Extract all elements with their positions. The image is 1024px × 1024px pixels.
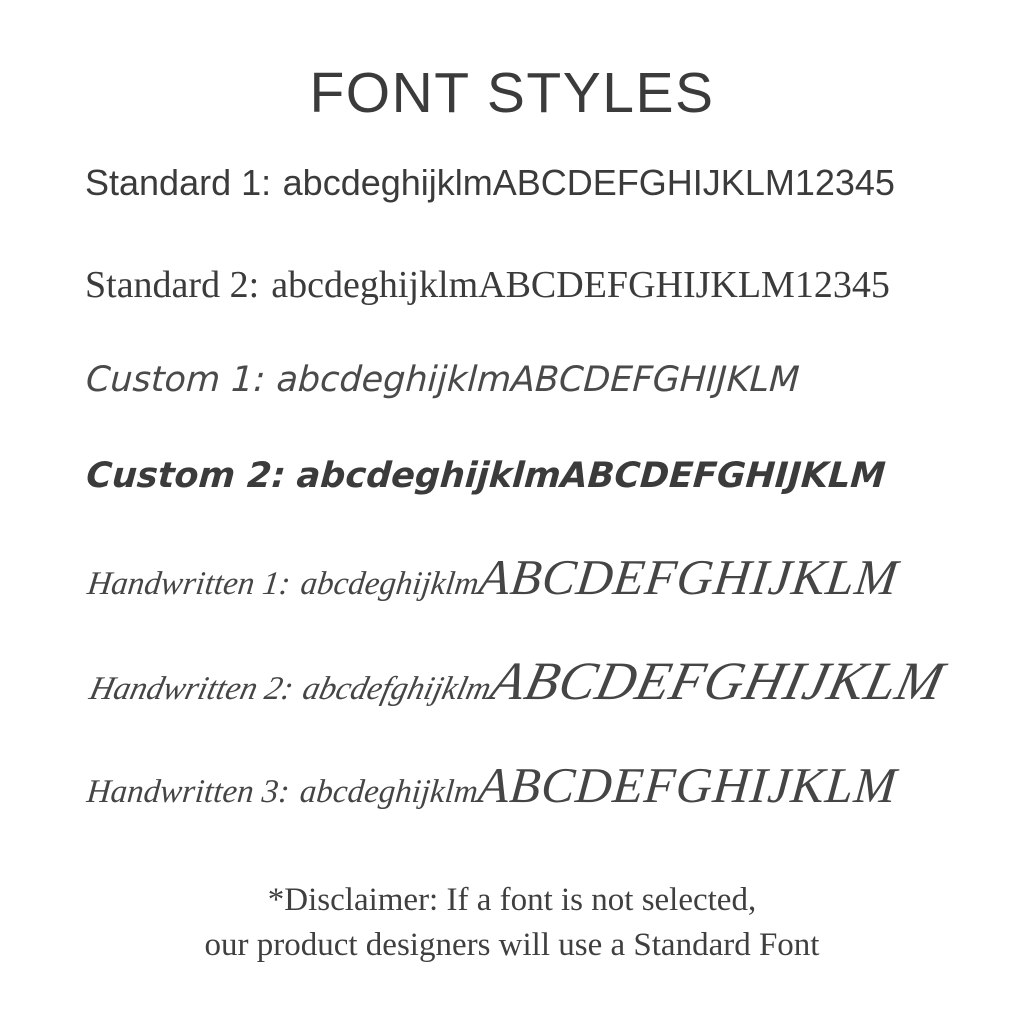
font-sample-lowercase: abcdeghijklm <box>295 456 563 496</box>
font-sample-digits: 12345 <box>794 162 895 203</box>
font-row-handwritten-1 <box>85 548 902 606</box>
font-row-label: Custom 2: <box>85 456 288 496</box>
disclaimer-line-2: our product designers will use a Standard Font <box>204 926 820 963</box>
font-row-standard-1 <box>85 162 895 204</box>
font-row-label: Standard 1: <box>85 162 272 203</box>
font-row-label: Handwritten 1: <box>85 566 293 602</box>
font-row-custom-2 <box>85 456 887 496</box>
font-sample-uppercase: ABCDEFGHIJKLM <box>492 162 795 203</box>
font-sample-uppercase: ABCDEFGHIJKLM <box>478 264 795 306</box>
font-sample-uppercase: ABCDEFGHIJKLM <box>559 456 887 496</box>
font-row-standard-2 <box>85 263 890 307</box>
font-sample-uppercase: ABCDEFGHIJKLM <box>485 651 951 711</box>
font-sample-uppercase: ABCDEFGHIJKLM <box>475 757 900 813</box>
font-sample-lowercase: abcdeghijklm <box>275 360 513 400</box>
font-sample-lowercase: abcdeghijklm <box>271 264 479 306</box>
font-row-label: Handwritten 2: <box>86 671 298 707</box>
font-sample-digits: 12345 <box>794 264 890 306</box>
disclaimer <box>0 878 1024 967</box>
font-sample-lowercase: abcdeghijklm <box>282 162 493 203</box>
disclaimer-line-1: *Disclaimer: If a font is not selected, <box>267 882 757 918</box>
font-row-custom-1 <box>85 360 800 400</box>
font-sample-lowercase: abcdeghijklm <box>298 566 481 602</box>
font-row-handwritten-2 <box>85 650 950 712</box>
page-title: FONT STYLES <box>309 61 715 125</box>
font-row-label: Handwritten 3: <box>85 774 292 810</box>
font-sample-lowercase: abcdeghijklm <box>298 774 480 810</box>
font-row-label: Standard 2: <box>85 264 260 306</box>
font-sample-uppercase: ABCDEFGHIJKLM <box>510 360 801 400</box>
font-row-label: Custom 1: <box>85 360 267 400</box>
font-row-handwritten-3 <box>85 756 899 814</box>
font-sample-lowercase: abcdefghijklm <box>299 671 495 707</box>
font-sample-uppercase: ABCDEFGHIJKLM <box>476 549 902 605</box>
